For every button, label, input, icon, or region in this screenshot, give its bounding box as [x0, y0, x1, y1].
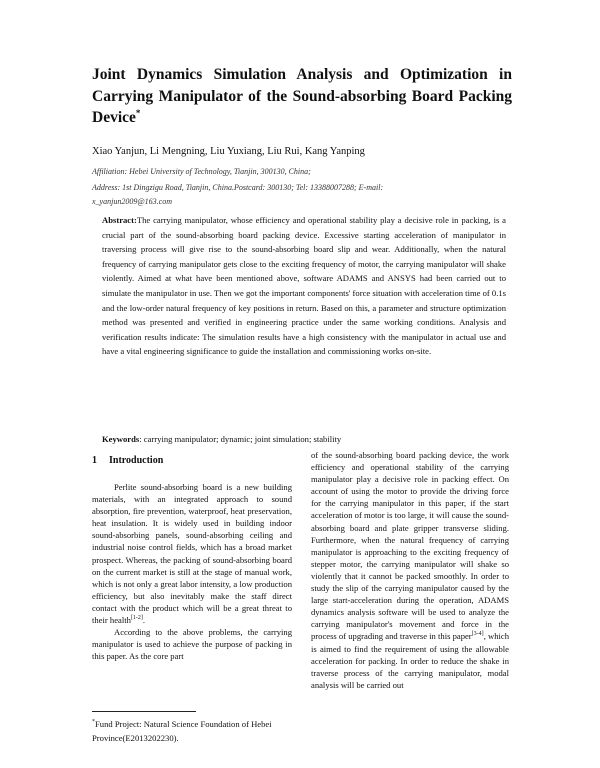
- footnote-mark: *: [92, 719, 95, 726]
- citation: [1-2]: [130, 615, 143, 622]
- citation: [3-4]: [471, 631, 484, 638]
- paragraph: According to the above problems, the carrying manipulator is used to achieve the purpose of packing in this paper. As the core part: [92, 627, 292, 662]
- section-title: Introduction: [109, 455, 164, 466]
- left-column: [92, 481, 292, 662]
- abstract: [102, 213, 506, 359]
- title-footnote-mark: *: [135, 107, 141, 118]
- paragraph-text: .: [142, 615, 146, 626]
- email-line: x_yanjun2009@163.com: [92, 197, 173, 206]
- title-text: Joint Dynamics Simulation Analysis and Optimization in Carrying Manipulator of the Sound-absorbing Board Packing Device: [92, 66, 512, 126]
- right-column: [311, 449, 509, 691]
- keywords-text: : carrying manipulator; dynamic; joint simulation; stability: [139, 434, 342, 444]
- footnote: [92, 717, 292, 745]
- paragraph-text: , which is aimed to find the requirement of using the allowable acceleration for packing. In order to reduce the shake in traverse process of the carrying manipulator, modal analysis will be carried out: [311, 631, 509, 690]
- address-line: Address: 1st Dingzigu Road, Tianjin, China.Postcard: 300130; Tel: 13388007288; E-mail:: [92, 183, 384, 192]
- paragraph: [311, 449, 509, 691]
- keywords-label: Keywords: [102, 434, 140, 444]
- section-number: 1: [92, 455, 97, 466]
- paragraph-text: Perlite sound-absorbing board is a new building materials, with an integrated approach to sound absorption, fire prevention, waterproof, heat preservation, heat insulation. It is widely used in building indoor sound-absorbing panels, sound-absorbing ceiling and industrial noise control fields, which has a broad market prospect. Whereas, the packing of sound-absorbing board on the current market is still at the stage of manual work, which is not only a great labor intensity, a low production efficiency, but also inevitably make the staff direct contact with the product which will be a great threat to their health: [92, 482, 292, 626]
- paper-title: [92, 64, 512, 129]
- paragraph: [92, 481, 292, 626]
- footnote-text: Fund Project: Natural Science Foundation of Hebei Province(E2013202230).: [92, 719, 272, 743]
- keywords: [102, 434, 506, 444]
- abstract-label: Abstract:: [102, 215, 137, 225]
- section-heading: [92, 455, 163, 466]
- affiliation-line: Affiliation: Hebei University of Technology, Tianjin, 300130, China;: [92, 167, 311, 176]
- author-list: Xiao Yanjun, Li Mengning, Liu Yuxiang, Liu Rui, Kang Yanping: [92, 146, 365, 157]
- paragraph-text: of the sound-absorbing board packing device, the work efficiency and operational stability of the carrying manipulator play a decisive role in packing effect. On account of using the motor to provide the driving force for the carrying manipulator in this paper, if the start acceleration of motor is too large, it will cause the sound-absorbing board and plate gripper transverse sliding. Furthermore, when the natural frequency of carrying manipulator is approaching to the exciting frequency of stepper motor, the carrying manipulator will shake so violently that it cannot be packed smoothly. In order to study the slip of the carrying manipulator caused by the large start-acceleration during the operation, ADAMS dynamics analysis software will be used to analyze the carrying manipulator's movement and force in the process of upgrading and traverse in this paper: [311, 450, 509, 642]
- abstract-text: The carrying manipulator, whose efficiency and operational stability play a decisive role in packing, is a crucial part of the sound-absorbing board packing device. Excessive starting acceleration of manipulator in traversing process will give rise to the sound-absorbing board slip and wear. Additionally, when the natural frequency of carrying manipulator gets close to the exciting frequency of motor, the carrying manipulator will shake violently. Aimed at what have been mentioned above, software ADAMS and ANSYS had been carried out to simulate the manipulator in use. Then we got the important components' force situation with acceleration time of 0.1s and the low-order natural frequency of key positions in return. Based on this, a parameter and structure optimization method was presented and verified in engineering practice under the same working conditions. Analysis and verification results indicate: The simulation results have a high consistency with the manipulator in actual use and have a vital engineering significance to guide the installation and commissioning works on-site.: [102, 215, 506, 357]
- footnote-divider: [92, 711, 196, 712]
